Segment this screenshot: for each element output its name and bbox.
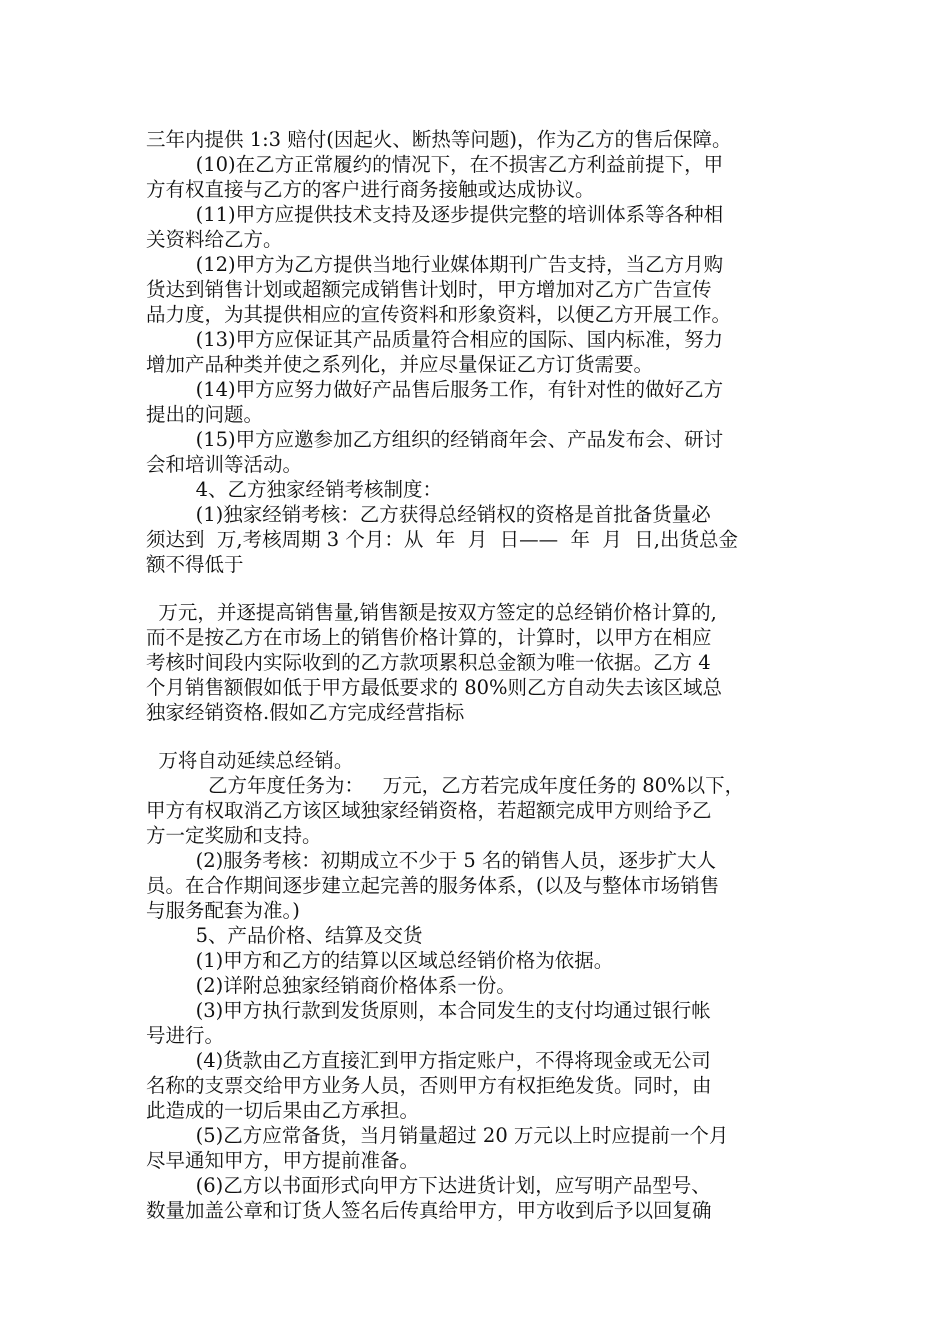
text-line: (12)甲方为乙方提供当地行业媒体期刊广告支持，当乙方月购	[146, 253, 724, 276]
text-line: (2)服务考核：初期成立不少于 5 名的销售人员，逐步扩大人	[146, 849, 717, 872]
text-line: 员。在合作期间逐步建立起完善的服务体系，(以及与整体市场销售	[146, 874, 720, 897]
text-line: 会和培训等活动。	[146, 453, 303, 476]
section-heading-5: 5、产品价格、结算及交货	[146, 924, 423, 947]
text-line: 独家经销资格.假如乙方完成经营指标	[146, 701, 465, 724]
text-line: 考核时间段内实际收到的乙方款项累积总金额为唯一依据。乙方 4	[146, 651, 711, 674]
text-line: 品力度，为其提供相应的宣传资料和形象资料，以便乙方开展工作。	[146, 303, 732, 326]
text-line: 货达到销售计划或超额完成销售计划时，甲方增加对乙方广告宣传	[146, 278, 712, 301]
text-line: 尽早通知甲方，甲方提前准备。	[146, 1149, 420, 1172]
text-line: (6)乙方以书面形式向甲方下达进货计划，应写明产品型号、	[146, 1174, 711, 1197]
text-line: 三年内提供 1:3 赔付(因起火、断热等问题)，作为乙方的售后保障。	[146, 128, 732, 151]
text-line: (1)独家经销考核：乙方获得总经销权的资格是首批备货量必	[146, 503, 711, 526]
text-line: 与服务配套为准。)	[146, 899, 300, 922]
text-line: (10)在乙方正常履约的情况下，在不损害乙方利益前提下，甲	[146, 153, 724, 176]
text-line: (13)甲方应保证其产品质量符合相应的国际、国内标准，努力	[146, 328, 724, 351]
text-line: 万将自动延续总经销。	[146, 749, 354, 772]
text-line: (3)甲方执行款到发货原则，本合同发生的支付均通过银行帐	[146, 999, 711, 1022]
text-line: 关资料给乙方。	[146, 228, 283, 251]
text-line: 甲方有权取消乙方该区域独家经销资格，若超额完成甲方则给予乙	[146, 799, 712, 822]
text-line: 方有权直接与乙方的客户进行商务接触或达成协议。	[146, 178, 595, 201]
text-line: (2)详附总独家经销商价格体系一份。	[146, 974, 516, 997]
text-line: 增加产品种类并使之系列化，并应尽量保证乙方订货需要。	[146, 353, 654, 376]
text-line: (14)甲方应努力做好产品售后服务工作，有针对性的做好乙方	[146, 378, 724, 401]
text-line: (5)乙方应常备货，当月销量超过 20 万元以上时应提前一个月	[146, 1124, 729, 1147]
text-line: 名称的支票交给甲方业务人员，否则甲方有权拒绝发货。同时，由	[146, 1074, 712, 1097]
text-line: 额不得低于	[146, 553, 244, 576]
text-line: 乙方年度任务为： 万元，乙方若完成年度任务的 80%以下，	[146, 774, 745, 797]
text-line: 数量加盖公章和订货人签名后传真给甲方，甲方收到后予以回复确	[146, 1199, 712, 1222]
text-line: (11)甲方应提供技术支持及逐步提供完整的培训体系等各种相	[146, 203, 724, 226]
text-line: (4)货款由乙方直接汇到甲方指定账户，不得将现金或无公司	[146, 1049, 711, 1072]
text-line: 万元，并逐提高销售量,销售额是按双方签定的总经销价格计算的,	[146, 601, 717, 624]
text-line: (15)甲方应邀参加乙方组织的经销商年会、产品发布会、研讨	[146, 428, 724, 451]
text-line: 须达到 万,考核周期 3 个月：从 年 月 日—— 年 月 日,出货总金	[146, 528, 738, 551]
text-line: 个月销售额假如低于甲方最低要求的 80%则乙方自动失去该区域总	[146, 676, 723, 699]
text-line: 方一定奖励和支持。	[146, 824, 322, 847]
text-line: (1)甲方和乙方的结算以区域总经销价格为依据。	[146, 949, 614, 972]
text-line: 提出的问题。	[146, 403, 264, 426]
text-line: 号进行。	[146, 1024, 225, 1047]
text-line: 此造成的一切后果由乙方承担。	[146, 1099, 420, 1122]
section-heading-4: 4、乙方独家经销考核制度：	[146, 478, 442, 501]
text-line: 而不是按乙方在市场上的销售价格计算的，计算时，以甲方在相应	[146, 626, 712, 649]
